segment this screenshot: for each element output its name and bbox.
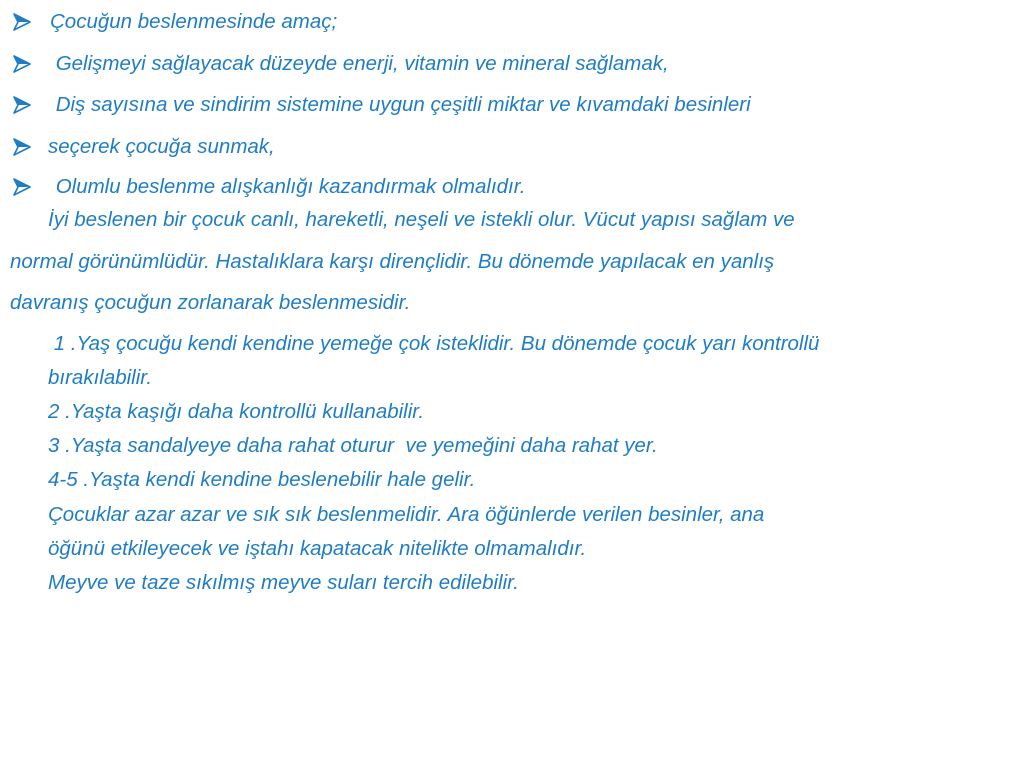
paragraph-line: İyi beslenen bir çocuk canlı, hareketli, neşeli ve istekli olur. Vücut yapısı sağlam ve (48, 208, 795, 231)
note-line: 1 .Yaş çocuğu kendi kendine yemeğe çok isteklidir. Bu dönemde çocuk yarı kontrollü (48, 332, 820, 355)
note-line: 3 .Yaşta sandalyeye daha rahat oturur ve yemeğini daha rahat yer. (48, 434, 658, 457)
arrowhead-bullet-icon (13, 178, 31, 196)
bullet-text: Çocuğun beslenmesinde amaç; (50, 10, 338, 33)
note-line: Meyve ve taze sıkılmış meyve suları tercih edilebilir. (48, 571, 519, 594)
paragraph-line: davranış çocuğun zorlanarak beslenmesidir. (10, 291, 411, 314)
arrowhead-bullet-icon (13, 13, 31, 31)
arrowhead-bullet-icon (13, 96, 31, 114)
bullet-text: Diş sayısına ve sindirim sistemine uygun çeşitli miktar ve kıvamdaki besinleri (50, 93, 751, 116)
arrowhead-bullet-icon (13, 55, 31, 73)
paragraph-line: normal görünümlüdür. Hastalıklara karşı dirençlidir. Bu dönemde yapılacak en yanlış (10, 250, 775, 273)
bullet-text: Olumlu beslenme alışkanlığı kazandırmak olmalıdır. (50, 175, 526, 198)
bullet-text: seçerek çocuğa sunmak, (48, 135, 275, 158)
note-line: Çocuklar azar azar ve sık sık beslenmelidir. Ara öğünlerde verilen besinler, ana (48, 503, 765, 526)
note-line: 2 .Yaşta kaşığı daha kontrollü kullanabilir. (48, 400, 425, 423)
arrowhead-bullet-icon (13, 138, 31, 156)
bullet-text: Gelişmeyi sağlayacak düzeyde enerji, vitamin ve mineral sağlamak, (50, 52, 669, 75)
note-line: öğünü etkileyecek ve iştahı kapatacak nitelikte olmamalıdır. (48, 537, 587, 560)
note-line: 4-5 .Yaşta kendi kendine beslenebilir hale gelir. (48, 468, 476, 491)
note-line: bırakılabilir. (48, 366, 153, 389)
